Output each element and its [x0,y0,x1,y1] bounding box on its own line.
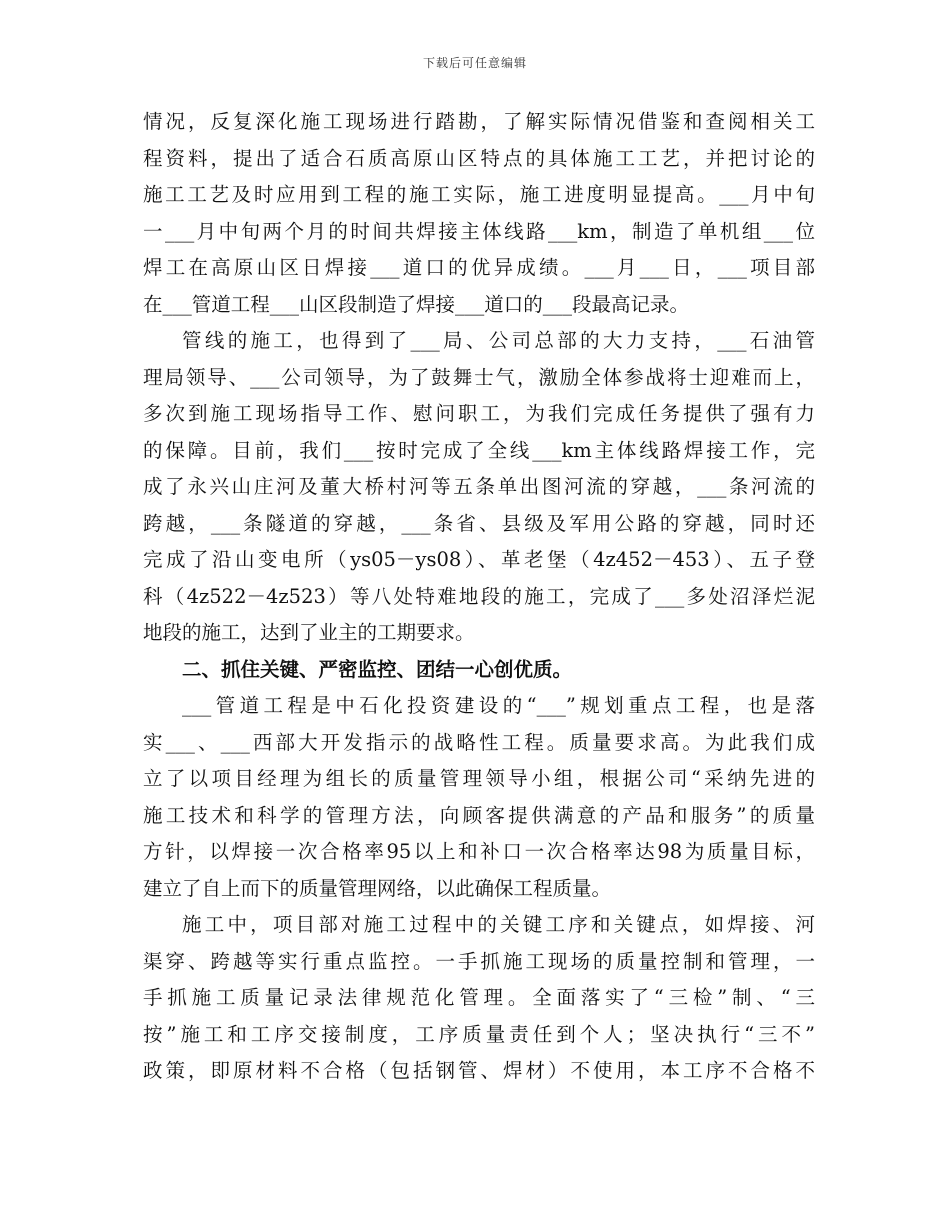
text-line: 情况，反复深化施工现场进行踏勘，了解实际情况借鉴和查阅相关工 [143,110,815,133]
text-line: 的保障。目前，我们___按时完成了全线___km主体线路焊接工作，完 [143,438,815,462]
text-line: 施工技术和科学的管理方法，向顾客提供满意的产品和服务”的质量 [143,803,815,827]
text-line: 跨越，___条隧道的穿越，___条省、县级及军用公路的穿越，同时还 [143,511,815,535]
text-line: 管线的施工，也得到了___局、公司总部的大力支持，___石油管 [182,329,815,352]
text-line: 施工中，项目部对施工过程中的关键工序和关键点，如焊接、河 [182,913,815,936]
text-line: ___管道工程是中石化投资建设的“___”规划重点工程，也是落 [182,694,815,717]
text-line: 立了以项目经理为组长的质量管理领导小组，根据公司“采纳先进的 [143,767,815,790]
text-line: 完成了沿山变电所（ys05－ys08）、革老堡（4z452－453）、五子登 [143,548,815,571]
text-line: 建立了自上而下的质量管理网络，以此确保工程质量。 [143,876,612,900]
text-line: 在___管道工程___山区段制造了焊接___道口的___段最高记录。 [143,292,690,316]
text-line: 理局领导、___公司领导，为了鼓舞士气，激励全体参战将士迎难而上， [143,365,815,389]
text-line: 渠穿、跨越等实行重点监控。一手抓施工现场的质量控制和管理，一 [143,949,815,973]
page-header: 下载后可任意编辑 [422,56,527,70]
text-line: 手抓施工质量记录法律规范化管理。全面落实了“三检”制、“三 [143,986,815,1009]
text-line: 政策，即原材料不合格（包括钢管、焊材）不使用，本工序不合格不 [143,1059,815,1082]
text-line: 成了永兴山庄河及董大桥村河等五条单出图河流的穿越，___条河流的 [143,475,815,498]
section-heading: 二、抓住关键、严密监控、团结一心创优质。 [182,657,573,681]
text-line: 施工工艺及时应用到工程的施工实际，施工进度明显提高。___月中旬 [143,183,815,206]
text-line: 焊工在高原山区日焊接___道口的优异成绩。___月___日，___项目部 [143,256,815,279]
text-line: 程资料，提出了适合石质高原山区特点的具体施工工艺，并把讨论的 [143,146,815,170]
text-line: 科（4z522－4z523）等八处特难地段的施工，完成了___多处沼泽烂泥 [143,584,815,608]
text-line: 实___、___西部大开发指示的战略性工程。质量要求高。为此我们成 [143,730,815,754]
text-line: 按”施工和工序交接制度，工序质量责任到个人；坚决执行“三不” [143,1022,815,1046]
text-line: 地段的施工，达到了业主的工期要求。 [143,621,475,644]
text-line: 一___月中旬两个月的时间共焊接主体线路___km，制造了单机组___位 [143,219,815,243]
document-body [143,104,815,1090]
text-line: 多次到施工现场指导工作、慰问职工，为我们完成任务提供了强有力 [143,402,815,425]
text-line: 方针，以焊接一次合格率95以上和补口一次合格率达98为质量目标， [143,840,815,863]
